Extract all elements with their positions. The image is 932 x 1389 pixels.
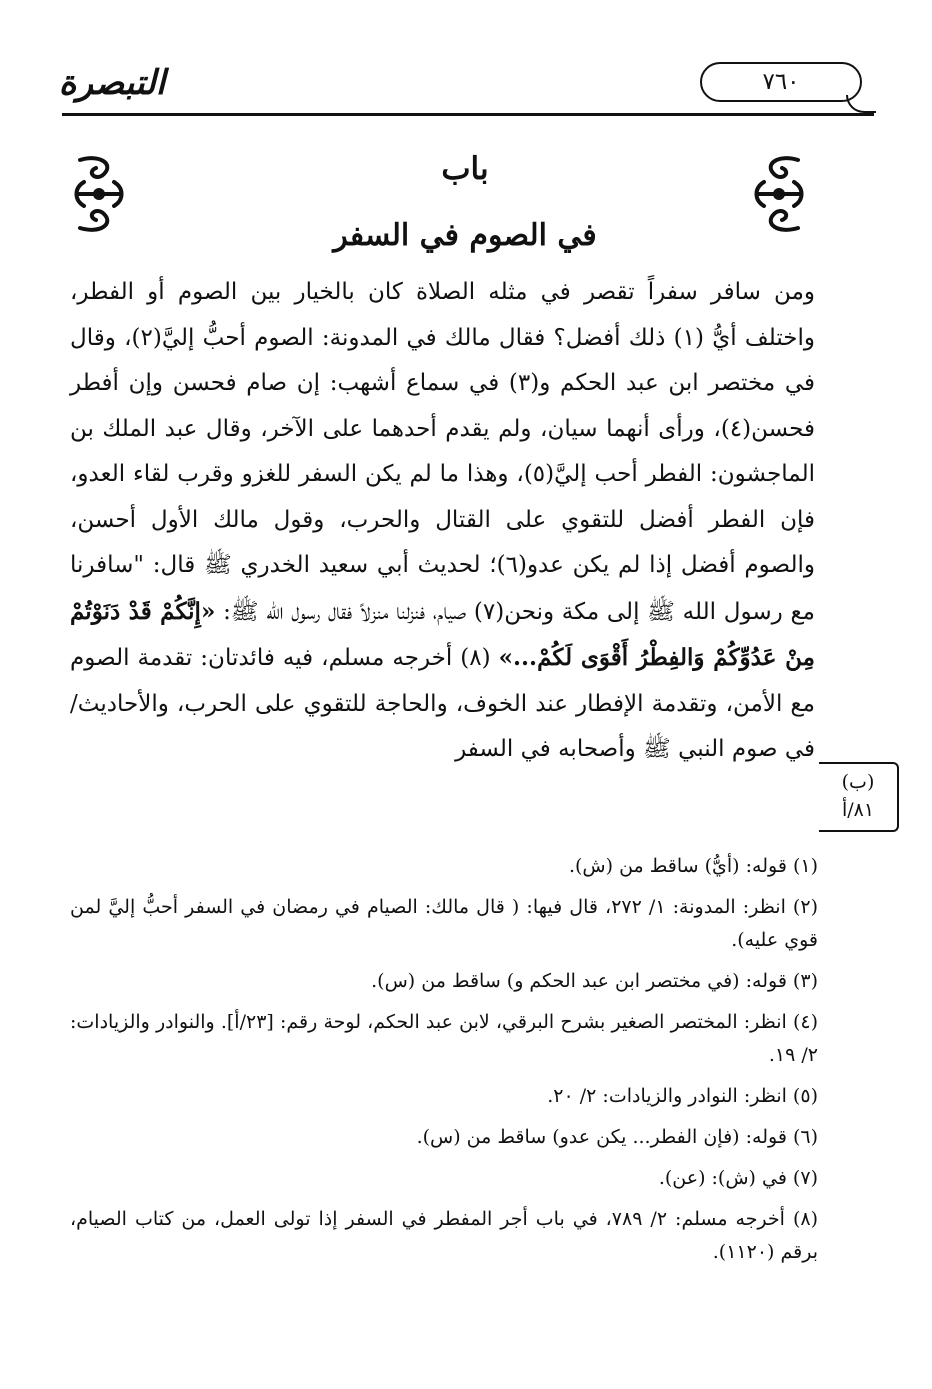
footnote: (٨) أخرجه مسلم: ٢/ ٧٨٩، في باب أجر المفطر في السفر إذا تولى العمل، من كتاب الصيام، برقم (١١٢٠). xyxy=(70,1208,818,1263)
hadith-quote: «إِنَّكُمْ قَدْ دَنَوْتُمْ مِنْ عَدُوِّكُمْ وَالفِطْرُ أَقْوَى لَكُمْ...» xyxy=(70,597,815,671)
book-title: التبصرة xyxy=(58,63,166,103)
footnotes xyxy=(70,850,818,1277)
folio-marker-line: (ب) xyxy=(841,771,875,793)
chapter-label: باب xyxy=(441,151,489,187)
footnote: (١) قوله: (أيُّ) ساقط من (ش). xyxy=(568,855,818,877)
footnote: (٤) انظر: المختصر الصغير بشرح البرقي، لابن عبد الحكم، لوحة رقم: [٢٣/أ]. والنوادر والزيادات: ٢/ ١٩. xyxy=(70,1011,819,1066)
footnote: (٢) انظر: المدونة: ١/ ٢٧٢، قال فيها: ( قال مالك: الصيام في رمضان في السفر أحبُّ إليَّ لمن قوي عليه). xyxy=(70,896,818,951)
manuscript-folio-marker xyxy=(819,762,899,832)
footnote: (٦) قوله: (فإن الفطر... يكن عدو) ساقط من (س). xyxy=(416,1126,818,1148)
main-text xyxy=(70,270,815,773)
footnote: (٧) في (ش): (عن). xyxy=(658,1167,818,1189)
page-number: ٧٦٠ xyxy=(700,62,862,102)
floral-ornament-icon xyxy=(70,152,128,236)
footnote-divider xyxy=(64,841,814,842)
page-number-ornament xyxy=(846,95,876,113)
main-paragraph: ومن سافر سفراً تقصر في مثله الصلاة كان بالخيار بين الصوم أو الفطر، واختلف أيُّ (١) ذلك أفضل؟ فقال مالك في المدونة: الصوم أحبُّ إليَّ(٢)، وقال في مختصر ابن عبد الحكم و(٣) في سماع أشهب: إن صام فحسن وإن أفطر فحسن(٤)، ورأى أنهما سيان، ولم يقدم أحدهما على الآخر، وقال عبد الملك بن الماجشون: الفطر أحب إليَّ(٥)، وهذا ما لم يكن السفر للغزو وقرب لقاء العدو، فإن الفطر أفضل للتقوي على القتال والحرب، وقول مالك الأول أحسن، والصوم أفضل إذا لم يكن عدو(٦)؛ لحديث أبي سعيد الخدري ﷺ قال: "سافرنا مع رسول الله ﷺ إلى مكة ونحن(٧) صيام، فنزلنا منزلاً فقال رسول الله ﷺ: xyxy=(70,279,816,625)
footnote: (٣) قوله: (في مختصر ابن عبد الحكم و) ساقط من (س). xyxy=(371,970,818,992)
header-divider xyxy=(62,113,874,116)
folio-marker-line: ٨١/أ xyxy=(841,799,875,821)
footnote: (٥) انظر: النوادر والزيادات: ٢/ ٢٠. xyxy=(547,1085,818,1107)
floral-ornament-icon xyxy=(750,152,808,236)
chapter-title: في الصوم في السفر xyxy=(333,218,597,253)
main-paragraph-continued: (٨) أخرجه مسلم، فيه فائدتان: تقدمة الصوم مع الأمن، وتقدمة الإفطار عند الخوف، والحاجة للتقوي على الحرب، والأحاديث/ في صوم النبي ﷺ وأصحابه في السفر xyxy=(70,645,815,762)
